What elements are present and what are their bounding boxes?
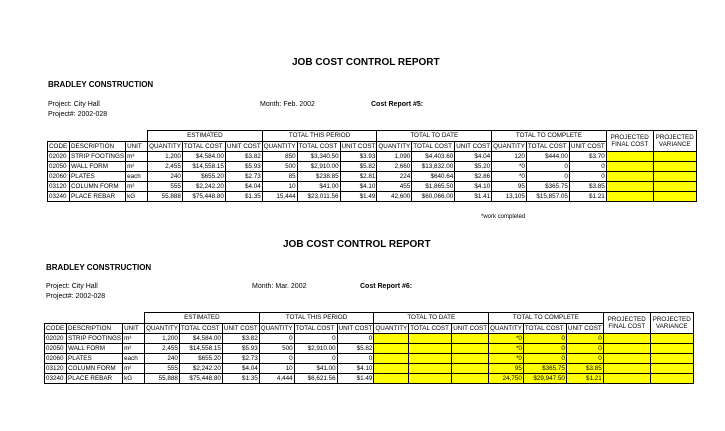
table-cell: $4.04 xyxy=(222,364,259,374)
cost-table xyxy=(44,312,694,384)
month-label: Month: xyxy=(252,283,274,290)
table-cell: 2,660 xyxy=(377,162,412,172)
table-cell xyxy=(409,344,452,354)
projected-variance-cell xyxy=(653,162,696,172)
month-value: Feb. 2002 xyxy=(283,101,315,108)
table-cell xyxy=(452,334,489,344)
col-header: UNIT COST xyxy=(453,324,488,332)
table-cell: $13,832.00 xyxy=(412,162,455,172)
table-cell: $2,242.20 xyxy=(182,182,225,192)
col-header: QUANTITY xyxy=(149,142,181,150)
table-cell: 555 xyxy=(148,182,183,192)
table-cell: 95 xyxy=(492,182,527,192)
table-cell: kG xyxy=(126,192,148,202)
col-header: QUANTITY xyxy=(263,142,296,150)
projected-final-cell xyxy=(606,162,653,172)
table-cell: 02050 xyxy=(45,344,67,354)
month-line xyxy=(260,101,315,108)
projected-final-cell xyxy=(606,192,653,202)
col-header: UNIT COST xyxy=(341,142,376,150)
col-header: QUANTITY xyxy=(146,324,178,332)
table-cell: $1.35 xyxy=(225,192,262,202)
table-cell: $1.35 xyxy=(222,374,259,384)
projected-variance-cell xyxy=(650,354,693,364)
project-label: Project: xyxy=(46,283,70,290)
projected-variance-cell xyxy=(650,364,693,374)
table-cell: $1.49 xyxy=(340,192,377,202)
table-cell: 55,888 xyxy=(148,192,183,202)
table-cell: $2,242.20 xyxy=(179,364,222,374)
table-cell: $3.85 xyxy=(569,182,606,192)
table-cell xyxy=(452,374,489,384)
table-cell: $4,584.00 xyxy=(182,152,225,162)
table-row xyxy=(45,334,694,344)
table-cell: $365.75 xyxy=(526,182,569,192)
project-number: 2002-028 xyxy=(77,111,108,118)
table-cell: 1,200 xyxy=(145,334,180,344)
table-cell: 42,600 xyxy=(377,192,412,202)
table-cell: 10 xyxy=(259,364,294,374)
table-cell xyxy=(409,374,452,384)
footnote: *work completed xyxy=(481,214,526,220)
projected-variance-cell xyxy=(653,192,696,202)
col-header: UNIT xyxy=(126,142,148,152)
table-cell: 15,444 xyxy=(262,192,297,202)
group-estimated: ESTIMATED xyxy=(145,313,260,324)
company-name: BRADLEY CONSTRUCTION xyxy=(46,263,152,272)
projected-variance-cell xyxy=(653,152,696,162)
table-cell: m² xyxy=(123,364,145,374)
projected-final-cell xyxy=(606,172,653,182)
table-cell: 02020 xyxy=(48,152,70,162)
table-row xyxy=(48,192,697,202)
col-header: QUANTITY xyxy=(375,324,408,332)
table-cell: 120 xyxy=(492,152,527,162)
projected-final-cell xyxy=(603,354,650,364)
projected-variance-cell xyxy=(650,334,693,344)
group-this-period: TOTAL THIS PERIOD xyxy=(262,131,377,142)
table-cell: 555 xyxy=(145,364,180,374)
column-header-row xyxy=(45,324,694,334)
table-cell: 03240 xyxy=(45,374,67,384)
group-this-period: TOTAL THIS PERIOD xyxy=(259,313,374,324)
table-cell: $3,340.50 xyxy=(297,152,340,162)
table-cell xyxy=(374,374,409,384)
table-cell: 0 xyxy=(526,172,569,182)
table-cell xyxy=(374,354,409,364)
report-title: JOB COST CONTROL REPORT xyxy=(292,57,440,68)
col-header: TOTAL COST xyxy=(412,142,455,152)
table-cell: m³ xyxy=(126,152,148,162)
projected-variance-cell xyxy=(653,182,696,192)
table-cell: *0 xyxy=(492,172,527,182)
table-cell: 1,090 xyxy=(377,152,412,162)
table-cell: *0 xyxy=(489,354,524,364)
projected-variance-cell xyxy=(650,344,693,354)
projectno-label: Project#: xyxy=(46,293,74,300)
table-cell: $5.93 xyxy=(222,344,259,354)
table-cell: $4.04 xyxy=(455,152,492,162)
month-line xyxy=(252,283,307,290)
project-name: City Hall xyxy=(71,283,98,290)
column-header-row xyxy=(48,142,697,152)
table-cell: $23,011.56 xyxy=(297,192,340,202)
table-cell: 240 xyxy=(148,172,183,182)
group-projected-variance: PROJECTED VARIANCE xyxy=(653,131,696,152)
table-cell: 455 xyxy=(377,182,412,192)
table-cell: each xyxy=(126,172,148,182)
table-cell: 0 xyxy=(566,344,603,354)
table-cell: 0 xyxy=(569,162,606,172)
table-cell: $3.85 xyxy=(566,364,603,374)
table-cell xyxy=(409,364,452,374)
table-cell: $4,584.00 xyxy=(179,334,222,344)
table-cell: 0 xyxy=(294,334,337,344)
table-cell: $365.75 xyxy=(523,364,566,374)
col-header: UNIT xyxy=(123,324,145,334)
table-cell: *0 xyxy=(489,344,524,354)
table-cell: m² xyxy=(126,182,148,192)
projected-variance-cell xyxy=(650,374,693,384)
col-header: UNIT COST xyxy=(226,142,261,150)
col-header: TOTAL COST xyxy=(409,324,452,334)
table-cell: WALL FORM xyxy=(67,344,123,354)
table-cell: m³ xyxy=(123,334,145,344)
table-cell: $2,910.00 xyxy=(297,162,340,172)
table-cell: 0 xyxy=(523,334,566,344)
project-number: 2002-028 xyxy=(75,293,106,300)
table-cell: 02060 xyxy=(48,172,70,182)
table-cell xyxy=(374,334,409,344)
col-header: TOTAL COST xyxy=(294,324,337,334)
col-header: UNIT COST xyxy=(338,324,373,332)
table-cell: 02050 xyxy=(48,162,70,172)
group-to-date: TOTAL TO DATE xyxy=(374,313,489,324)
col-header: TOTAL COST xyxy=(526,142,569,152)
table-cell: $640.64 xyxy=(412,172,455,182)
table-cell: $3.93 xyxy=(340,152,377,162)
col-header: CODE xyxy=(48,142,70,152)
table-cell: $2.73 xyxy=(225,172,262,182)
table-cell: 0 xyxy=(526,162,569,172)
table-cell: $5.82 xyxy=(340,162,377,172)
table-cell: 0 xyxy=(337,334,374,344)
group-to-complete: TOTAL TO COMPLETE xyxy=(489,313,604,324)
table-cell: 13,105 xyxy=(492,192,527,202)
group-to-complete: TOTAL TO COMPLETE xyxy=(492,131,607,142)
table-cell: 03120 xyxy=(48,182,70,192)
col-header: UNIT COST xyxy=(567,324,602,332)
projectno-line xyxy=(46,293,105,300)
table-cell: $4.10 xyxy=(455,182,492,192)
table-cell: kG xyxy=(123,374,145,384)
table-cell xyxy=(409,334,452,344)
table-cell: 500 xyxy=(259,344,294,354)
table-cell: STRIP FOOTINGS xyxy=(71,152,125,160)
col-header: TOTAL COST xyxy=(523,324,566,334)
table-cell: $1.41 xyxy=(455,192,492,202)
project-label: Project: xyxy=(48,101,72,108)
table-cell: $655.20 xyxy=(179,354,222,364)
projectno-line xyxy=(48,111,107,118)
table-cell: PLATES xyxy=(70,172,126,182)
col-header: QUANTITY xyxy=(493,142,525,150)
col-header: QUANTITY xyxy=(490,324,522,332)
group-estimated: ESTIMATED xyxy=(148,131,263,142)
month-value: Mar. 2002 xyxy=(275,283,307,290)
table-cell: 2,455 xyxy=(145,344,180,354)
col-header: QUANTITY xyxy=(260,324,293,332)
table-cell: 03120 xyxy=(45,364,67,374)
project-line xyxy=(46,283,98,290)
table-cell: $3.82 xyxy=(222,334,259,344)
table-cell: PLACE REBAR xyxy=(70,192,126,202)
table-cell: $41.00 xyxy=(294,364,337,374)
table-cell: 0 xyxy=(337,354,374,364)
col-header: UNIT COST xyxy=(456,142,491,150)
group-projected-final: PROJECTED FINAL COST xyxy=(603,313,650,334)
table-cell: $2.81 xyxy=(340,172,377,182)
table-body xyxy=(45,334,694,384)
table-cell: 02020 xyxy=(45,334,67,344)
table-cell: 0 xyxy=(294,354,337,364)
project-name: City Hall xyxy=(73,101,100,108)
table-cell: $444.00 xyxy=(526,152,569,162)
projected-final-cell xyxy=(603,334,650,344)
table-cell: $655.20 xyxy=(182,172,225,182)
table-cell: 95 xyxy=(489,364,524,374)
table-row xyxy=(48,152,697,162)
table-cell: $4.10 xyxy=(340,182,377,192)
projected-variance-cell xyxy=(653,172,696,182)
table-cell: $60,066.00 xyxy=(412,192,455,202)
table-cell: $5.82 xyxy=(337,344,374,354)
table-cell: 03240 xyxy=(48,192,70,202)
table-cell: 0 xyxy=(259,354,294,364)
table-row xyxy=(45,354,694,364)
month-label: Month: xyxy=(260,101,282,108)
table-cell: *0 xyxy=(489,334,524,344)
table-cell: 10 xyxy=(262,182,297,192)
projected-final-cell xyxy=(603,364,650,374)
report-title: JOB COST CONTROL REPORT xyxy=(283,239,431,250)
col-header: UNIT COST xyxy=(570,142,605,150)
table-cell: $1.49 xyxy=(337,374,374,384)
table-cell xyxy=(452,364,489,374)
table-cell: $29,947.50 xyxy=(523,374,566,384)
table-cell: $2.86 xyxy=(455,172,492,182)
group-to-date: TOTAL TO DATE xyxy=(377,131,492,142)
col-header: CODE xyxy=(45,324,67,334)
table-cell: $2,910.00 xyxy=(294,344,337,354)
table-row xyxy=(45,364,694,374)
col-header: TOTAL COST xyxy=(297,142,340,152)
table-cell: $238.85 xyxy=(297,172,340,182)
col-header: QUANTITY xyxy=(378,142,411,150)
table-cell: $14,558.15 xyxy=(182,162,225,172)
table-cell: 02060 xyxy=(45,354,67,364)
projectno-label: Project#: xyxy=(48,111,76,118)
table-cell: $3.70 xyxy=(569,152,606,162)
table-cell: $15,857.05 xyxy=(526,192,569,202)
project-line xyxy=(48,101,100,108)
table-cell: 224 xyxy=(377,172,412,182)
table-cell: WALL FORM xyxy=(70,162,126,172)
col-header: TOTAL COST xyxy=(182,142,225,152)
table-cell: 85 xyxy=(262,172,297,182)
table-cell: each xyxy=(123,354,145,364)
col-header: TOTAL COST xyxy=(179,324,222,334)
table-cell: $75,448.80 xyxy=(179,374,222,384)
table-cell: 0 xyxy=(566,334,603,344)
table-cell: 4,444 xyxy=(259,374,294,384)
table-cell: $5.93 xyxy=(225,162,262,172)
table-cell: $1.21 xyxy=(566,374,603,384)
table-cell: 850 xyxy=(262,152,297,162)
table-cell: $5.20 xyxy=(455,162,492,172)
table-cell: 240 xyxy=(145,354,180,364)
table-cell: COLUMN FORM xyxy=(70,182,126,192)
table-cell: $3.82 xyxy=(225,152,262,162)
table-row xyxy=(48,182,697,192)
table-cell: $1,865.50 xyxy=(412,182,455,192)
table-cell: 500 xyxy=(262,162,297,172)
group-projected-variance: PROJECTED VARIANCE xyxy=(650,313,693,334)
table-cell: $14,558.15 xyxy=(179,344,222,354)
table-cell: 0 xyxy=(523,354,566,364)
table-cell: *0 xyxy=(492,162,527,172)
table-cell: $2.73 xyxy=(222,354,259,364)
table-row xyxy=(48,172,697,182)
table-cell: $75,448.80 xyxy=(182,192,225,202)
table-cell: m² xyxy=(126,162,148,172)
table-cell: STRIP FOOTINGS xyxy=(68,334,122,342)
table-cell: $4,403.60 xyxy=(412,152,455,162)
table-row xyxy=(45,344,694,354)
table-cell xyxy=(452,354,489,364)
company-name: BRADLEY CONSTRUCTION xyxy=(48,80,154,89)
table-cell: COLUMN FORM xyxy=(67,364,123,374)
cost-report-number: Cost Report #5: xyxy=(371,101,424,108)
projected-final-cell xyxy=(603,374,650,384)
table-body xyxy=(48,152,697,202)
table-cell: 2,455 xyxy=(148,162,183,172)
table-cell xyxy=(374,364,409,374)
table-cell: PLACE REBAR xyxy=(67,374,123,384)
projected-final-cell xyxy=(606,182,653,192)
projected-final-cell xyxy=(606,152,653,162)
table-cell: 0 xyxy=(566,354,603,364)
table-cell xyxy=(374,344,409,354)
projected-final-cell xyxy=(603,344,650,354)
table-cell: $1.21 xyxy=(569,192,606,202)
table-row xyxy=(48,162,697,172)
col-header: UNIT COST xyxy=(223,324,258,332)
table-cell: $4.04 xyxy=(225,182,262,192)
table-row xyxy=(45,374,694,384)
table-cell: 1,200 xyxy=(148,152,183,162)
table-cell: 0 xyxy=(523,344,566,354)
table-cell: $41.00 xyxy=(297,182,340,192)
table-cell: 0 xyxy=(569,172,606,182)
group-projected-final: PROJECTED FINAL COST xyxy=(606,131,653,152)
table-cell: $6,621.56 xyxy=(294,374,337,384)
table-cell xyxy=(452,344,489,354)
table-cell: 55,888 xyxy=(145,374,180,384)
cost-report-number: Cost Report #6: xyxy=(360,283,413,290)
table-cell: PLATES xyxy=(67,354,123,364)
col-header: DESCRIPTION xyxy=(70,142,126,152)
table-cell: 24,750 xyxy=(489,374,524,384)
table-cell: $4.10 xyxy=(337,364,374,374)
col-header: DESCRIPTION xyxy=(67,324,123,334)
cost-table xyxy=(47,130,697,202)
table-cell: m² xyxy=(123,344,145,354)
table-cell: 0 xyxy=(259,334,294,344)
table-cell xyxy=(409,354,452,364)
